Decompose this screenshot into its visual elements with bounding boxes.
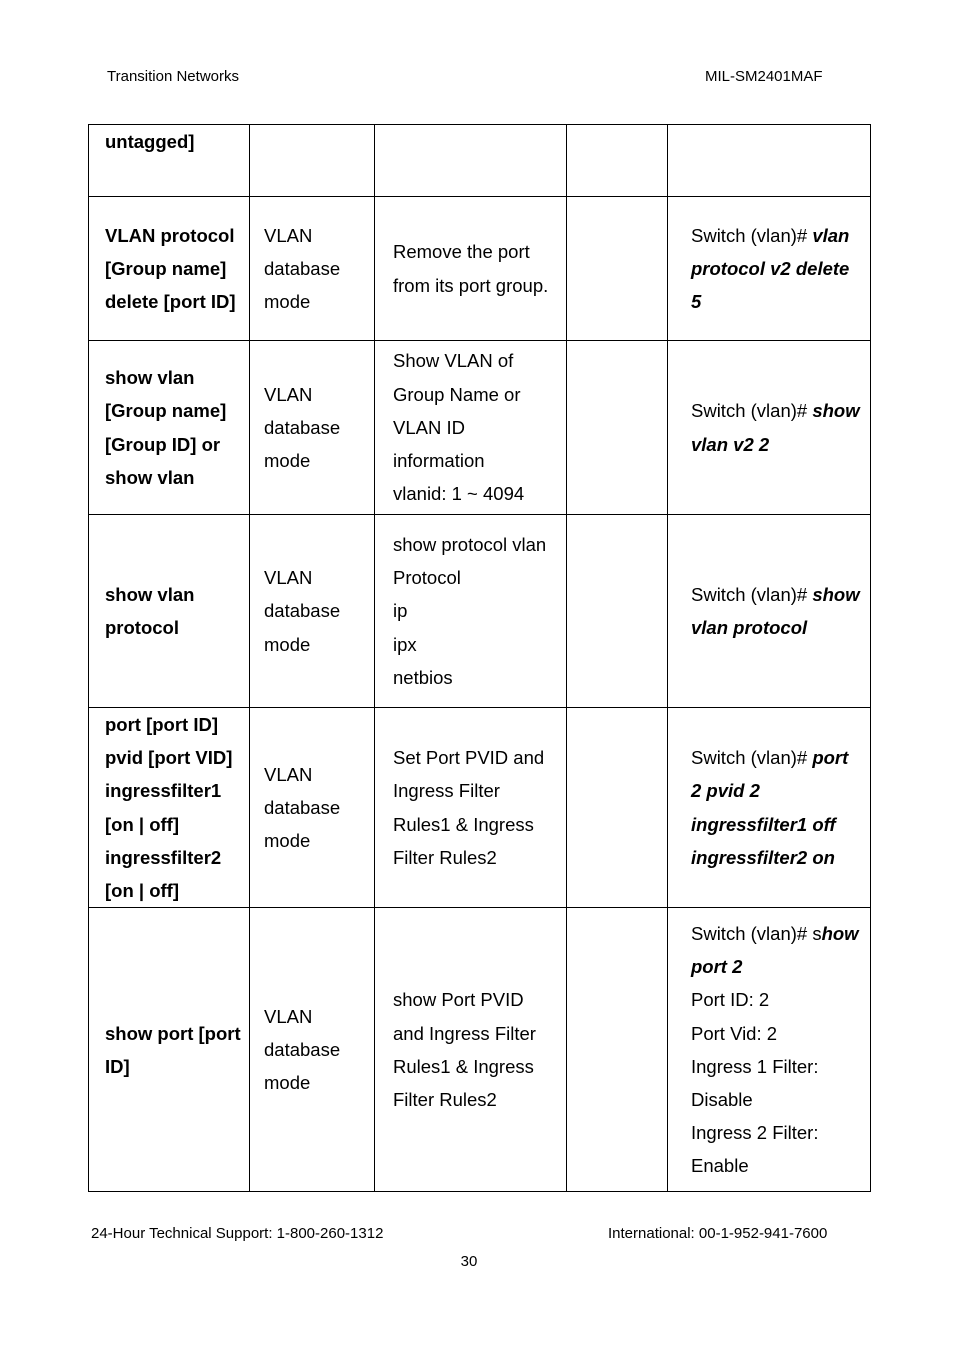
mode-line: mode bbox=[264, 291, 311, 313]
command-line: ID] bbox=[105, 1055, 130, 1077]
example-line bbox=[691, 611, 870, 644]
mode-line: VLAN bbox=[264, 763, 313, 785]
command-line: show vlan bbox=[105, 367, 195, 389]
parameters-cell bbox=[567, 908, 668, 1192]
parameters-cell bbox=[567, 197, 668, 341]
command-line: delete [port ID] bbox=[105, 291, 236, 313]
description-cell bbox=[375, 515, 567, 708]
description-line: Filter Rules2 bbox=[393, 1088, 497, 1110]
example-line bbox=[691, 1083, 870, 1116]
mode-cell bbox=[250, 341, 375, 515]
example-command-text: vlan protocol bbox=[691, 617, 808, 638]
example-line bbox=[691, 950, 870, 983]
mode-cell bbox=[250, 908, 375, 1192]
example-plain-text: Ingress 2 Filter: bbox=[691, 1122, 819, 1144]
description-line: and Ingress Filter bbox=[393, 1022, 536, 1044]
example-line bbox=[691, 841, 870, 874]
command-line: protocol bbox=[105, 617, 179, 638]
example-plain-text: Port ID: 2 bbox=[691, 989, 770, 1011]
description-line: ipx bbox=[393, 633, 417, 655]
parameters-cell bbox=[567, 341, 668, 515]
mode-line: mode bbox=[264, 1072, 311, 1094]
description-line: information bbox=[393, 450, 485, 472]
example-line bbox=[691, 578, 870, 611]
mode-line: mode bbox=[264, 830, 311, 852]
example-line bbox=[691, 917, 870, 950]
description-cell bbox=[375, 908, 567, 1192]
example-plain-text: Enable bbox=[691, 1155, 749, 1177]
example-command-text: 2 pvid 2 bbox=[691, 780, 760, 802]
command-cell bbox=[89, 908, 250, 1192]
mode-line: database bbox=[264, 257, 341, 279]
example-plain-text: Port Vid: 2 bbox=[691, 1022, 778, 1044]
example-plain-text: Switch (vlan)# bbox=[691, 224, 813, 246]
example-cell bbox=[668, 515, 871, 708]
table-row bbox=[89, 515, 871, 708]
description-line: Set Port PVID and bbox=[393, 747, 545, 769]
example-line bbox=[691, 808, 870, 841]
description-line: Rules1 & Ingress bbox=[393, 813, 534, 835]
command-line: [Group ID] or bbox=[105, 433, 221, 455]
description-line: Protocol bbox=[393, 567, 461, 589]
command-line: [on | off] bbox=[105, 880, 179, 902]
description-line: show Port PVID bbox=[393, 989, 524, 1011]
parameters-cell bbox=[567, 125, 668, 197]
page-number: 30 bbox=[460, 1253, 478, 1270]
example-command-text: vlan v2 2 bbox=[691, 433, 770, 455]
example-command-text: how bbox=[821, 922, 859, 944]
description-line: Remove the port bbox=[393, 241, 530, 263]
example-line bbox=[691, 428, 870, 461]
example-cell bbox=[668, 341, 871, 515]
command-line: port [port ID] bbox=[105, 714, 219, 735]
table-row bbox=[89, 908, 871, 1192]
description-line: Ingress Filter bbox=[393, 780, 500, 802]
example-command-text: ingressfilter2 on bbox=[691, 846, 835, 868]
example-line bbox=[691, 1017, 870, 1050]
header-company: Transition Networks bbox=[107, 68, 239, 85]
mode-line: mode bbox=[264, 633, 311, 655]
command-cell bbox=[89, 708, 250, 908]
description-line: netbios bbox=[393, 666, 453, 688]
example-line bbox=[691, 741, 870, 774]
parameters-cell bbox=[567, 708, 668, 908]
example-line bbox=[691, 774, 870, 807]
command-cell bbox=[89, 197, 250, 341]
description-line: ip bbox=[393, 600, 408, 622]
description-line: from its port group. bbox=[393, 274, 549, 296]
table-row bbox=[89, 125, 871, 197]
description-line: show protocol vlan bbox=[393, 533, 547, 555]
example-command-text: ingressfilter1 off bbox=[691, 813, 836, 835]
description-line: Filter Rules2 bbox=[393, 846, 497, 868]
command-cell bbox=[89, 341, 250, 515]
description-line: Show VLAN of bbox=[393, 350, 514, 372]
command-line: show port [port bbox=[105, 1022, 241, 1044]
example-command-text: port 2 bbox=[691, 956, 743, 978]
example-cell bbox=[668, 908, 871, 1192]
mode-cell bbox=[250, 125, 375, 197]
example-command-text: vlan bbox=[812, 224, 850, 246]
example-command-text: port bbox=[812, 747, 849, 769]
mode-line: VLAN bbox=[264, 383, 313, 405]
example-cell bbox=[668, 197, 871, 341]
example-command-text: show bbox=[812, 400, 860, 422]
command-line: [Group name] bbox=[105, 257, 227, 279]
example-plain-text: Switch (vlan)# bbox=[691, 583, 813, 605]
command-line: show vlan bbox=[105, 583, 195, 605]
example-cell bbox=[668, 125, 871, 197]
example-plain-text: Ingress 1 Filter: bbox=[691, 1055, 819, 1077]
parameters-cell bbox=[567, 515, 668, 708]
example-command-text: protocol v2 delete bbox=[691, 257, 850, 279]
example-line bbox=[691, 1050, 870, 1083]
mode-cell bbox=[250, 515, 375, 708]
example-plain-text: Switch (vlan)# bbox=[691, 400, 813, 422]
example-line bbox=[691, 1149, 870, 1182]
example-line bbox=[691, 1116, 870, 1149]
command-line: VLAN protocol bbox=[105, 224, 235, 246]
command-table-body bbox=[89, 125, 871, 1192]
description-cell bbox=[375, 197, 567, 341]
command-line: untagged] bbox=[105, 131, 195, 152]
example-line bbox=[691, 983, 870, 1016]
command-cell bbox=[89, 515, 250, 708]
footer-international: International: 00-1-952-941-7600 bbox=[608, 1225, 828, 1242]
command-line: show vlan bbox=[105, 466, 195, 488]
table-row bbox=[89, 708, 871, 908]
description-cell bbox=[375, 341, 567, 515]
mode-cell bbox=[250, 708, 375, 908]
table-row bbox=[89, 197, 871, 341]
table-row bbox=[89, 341, 871, 515]
example-plain-text: Switch (vlan)# s bbox=[691, 922, 822, 944]
command-line: pvid [port VID] bbox=[105, 747, 233, 769]
command-cell bbox=[89, 125, 250, 197]
mode-line: VLAN bbox=[264, 567, 313, 589]
footer-support: 24-Hour Technical Support: 1-800-260-1312 bbox=[91, 1225, 384, 1242]
description-line: VLAN ID bbox=[393, 416, 465, 438]
mode-line: mode bbox=[264, 450, 311, 472]
description-line: Rules1 & Ingress bbox=[393, 1055, 534, 1077]
mode-line: VLAN bbox=[264, 224, 313, 246]
example-plain-text: Switch (vlan)# bbox=[691, 747, 813, 769]
mode-line: database bbox=[264, 797, 341, 818]
example-line bbox=[691, 219, 870, 252]
command-table bbox=[88, 124, 871, 1192]
mode-line: database bbox=[264, 416, 341, 438]
example-command-text: show bbox=[812, 583, 860, 605]
description-cell bbox=[375, 708, 567, 908]
example-line bbox=[691, 252, 870, 285]
header-model: MIL-SM2401MAF bbox=[705, 68, 823, 85]
command-line: ingressfilter1 bbox=[105, 780, 222, 802]
mode-line: database bbox=[264, 1039, 341, 1061]
description-line: Group Name or bbox=[393, 383, 521, 405]
example-plain-text: Disable bbox=[691, 1088, 753, 1110]
command-line: [Group name] bbox=[105, 400, 227, 422]
mode-cell bbox=[250, 197, 375, 341]
example-line bbox=[691, 394, 870, 427]
description-line: vlanid: 1 ~ 4094 bbox=[393, 483, 525, 505]
description-cell bbox=[375, 125, 567, 197]
mode-line: VLAN bbox=[264, 1005, 313, 1027]
command-line: [on | off] bbox=[105, 813, 179, 835]
example-line bbox=[691, 285, 870, 318]
example-cell bbox=[668, 708, 871, 908]
mode-line: database bbox=[264, 600, 341, 622]
command-line: ingressfilter2 bbox=[105, 846, 222, 868]
example-command-text: 5 bbox=[691, 291, 702, 313]
